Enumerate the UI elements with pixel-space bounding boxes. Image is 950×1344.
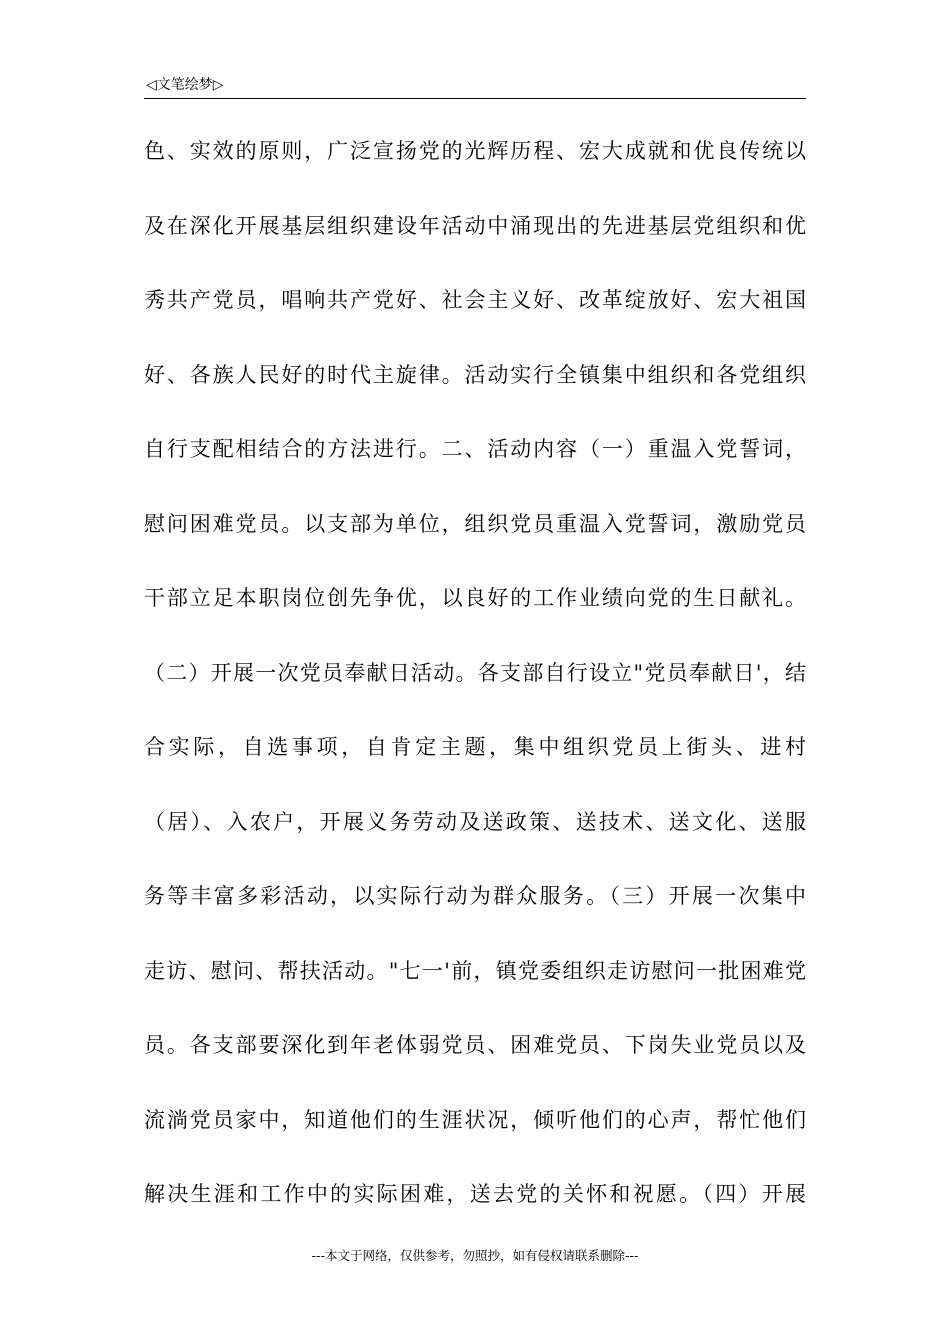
header-title: ◁文笔绘梦▷: [146, 77, 224, 93]
body-line: （居）、入农户，开展义务劳动及送政策、送技术、送文化、送服: [144, 809, 806, 834]
page-header: [144, 74, 806, 99]
page-footer-disclaimer: ---本文于网络，仅供参考，勿照抄，如有侵权请联系删除---: [311, 1248, 639, 1263]
body-line: 及在深化开展基层组织建设年活动中涌现出的先进基层党组织和优: [144, 213, 806, 238]
document-body: [144, 114, 806, 1232]
body-line: 秀共产党员，唱响共产党好、社会主义好、改革绽放好、宏大祖国: [144, 288, 806, 312]
body-line: 流淌党员家中，知道他们的生涯状况，倾听他们的心声，帮忙他们: [144, 1107, 806, 1132]
body-line: 自行支配相结合的方法进行。二、活动内容（一）重温入党誓词，: [144, 437, 806, 461]
body-line: （二）开展一次党员奉献日活动。各支部自行设立"党员奉献日'，结: [144, 660, 806, 685]
body-line: 色、实效的原则，广泛宣扬党的光辉历程、宏大成就和优良传统以: [144, 139, 806, 163]
body-line: 好、各族人民好的时代主旋律。活动实行全镇集中组织和各党组织: [144, 362, 806, 387]
body-line: 员。各支部要深化到年老体弱党员、困难党员、下岗失业党员以及: [144, 1033, 806, 1057]
body-line: 解决生涯和工作中的实际困难，送去党的关怀和祝愿。（四）开展: [144, 1182, 806, 1206]
body-line: 务等丰富多彩活动，以实际行动为群众服务。（三）开展一次集中: [144, 884, 806, 908]
body-line: 走访、慰问、帮扶活动。"七一'前，镇党委组织走访慰问一批困难党: [144, 958, 806, 983]
body-line: 合实际，自选事项，自肯定主题，集中组织党员上街头、进村: [144, 735, 806, 759]
body-line: 干部立足本职岗位创先争优，以良好的工作业绩向党的生日献礼。: [144, 586, 806, 610]
body-line: 慰问困难党员。以支部为单位，组织党员重温入党誓词，激励党员: [144, 511, 806, 536]
